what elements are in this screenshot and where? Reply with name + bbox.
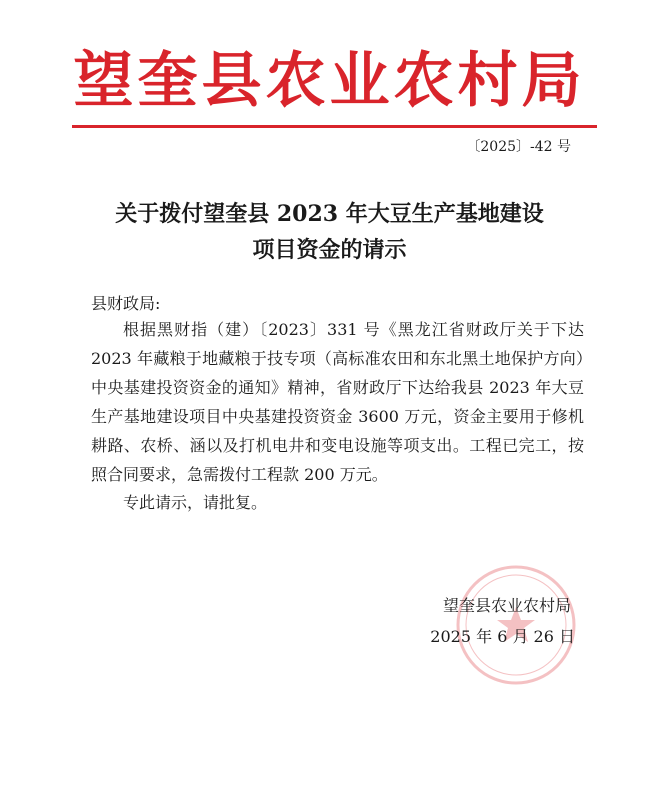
official-seal-icon [454,563,578,687]
recipient: 县财政局: [91,294,161,313]
signer-organization: 望奎县农业农村局 [442,596,571,615]
document-number: 〔2025〕-42 号 [466,139,571,155]
closing-line: 专此请示，请批复。 [123,493,268,512]
body-paragraph: 根据黑财指（建）〔2023〕331 号《黑龙江省财政厅关于下达 2023 年藏粮于地藏粮于技专项（高标准农田和东北黑土地保护方向）中央基建投资资金的通知》精神，省财政厅下达给我县 2023 年大豆生产基地建设项目中央基建投资资金 3600 万元，资金主要用于修机耕路、农桥、涵以及打机电井和变电设施等项支出。工程已完工，按照合同要求，急需拨付工程款 200 万元。 [91,320,584,484]
document-title-line-2: 项目资金的请示 [252,237,407,263]
document-title-line-1: 关于拨付望奎县 2023 年大豆生产基地建设 [115,201,544,227]
document-title [60,196,599,268]
header-org-title: 望奎县农业农村局 [73,46,586,116]
signature-date: 2025 年 6 月 26 日 [430,627,575,646]
red-divider-line [72,125,597,128]
